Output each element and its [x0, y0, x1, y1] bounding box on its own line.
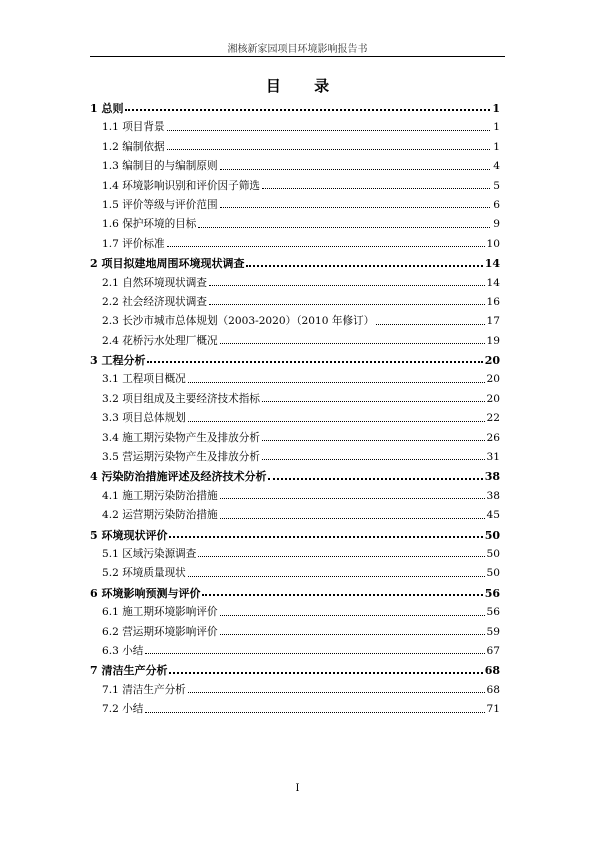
- toc-leader-dots: [220, 342, 485, 344]
- toc-entry-label: 6.2 营运期环境影响评价: [102, 625, 218, 638]
- toc-leader-dots: [198, 555, 484, 557]
- toc-entry-label: 2.2 社会经济现状调查: [102, 295, 207, 308]
- toc-leader-dots: [376, 323, 484, 325]
- toc-entry-label: 1.1 项目背景: [102, 121, 165, 134]
- toc-section-entry[interactable]: [90, 371, 500, 390]
- toc-leader-dots: [167, 129, 490, 131]
- toc-leader-dots: [169, 535, 482, 538]
- toc-section-entry[interactable]: [90, 410, 500, 429]
- toc-section-entry[interactable]: [90, 275, 500, 294]
- toc-entry-label: 3.2 项目组成及主要经济技术指标: [102, 392, 260, 405]
- page-number: I: [295, 783, 300, 794]
- toc-section-entry[interactable]: [90, 449, 500, 468]
- toc-leader-dots: [188, 691, 485, 693]
- toc-entry-page: 20: [484, 354, 500, 368]
- toc-section-entry[interactable]: [90, 701, 500, 720]
- toc-section-entry[interactable]: [90, 197, 500, 216]
- running-header: 湘核新家园项目环境影响报告书: [227, 44, 368, 55]
- toc-leader-dots: [220, 497, 485, 499]
- toc-entry-label: 7.1 清洁生产分析: [102, 683, 186, 696]
- toc-chapter-entry[interactable]: [90, 100, 500, 119]
- toc-entry-label: 2 项目拟建地周围环境现状调查: [90, 257, 245, 271]
- toc-entry-page: 9: [493, 218, 500, 231]
- toc-entry-label: 5 环境现状评价: [90, 528, 168, 542]
- toc-entry-page: 68: [484, 664, 500, 678]
- toc-leader-dots: [209, 303, 485, 305]
- toc-leader-dots: [147, 360, 482, 363]
- toc-leader-dots: [262, 187, 490, 189]
- toc-entry-label: 1.4 环境影响识别和评价因子筛选: [102, 179, 260, 192]
- toc-section-entry[interactable]: [90, 430, 500, 449]
- toc-section-entry[interactable]: [90, 216, 500, 235]
- toc-entry-label: 6 环境影响预测与评价: [90, 586, 201, 600]
- toc-entry-label: 7.2 小结: [102, 703, 144, 716]
- toc-entry-label: 3 工程分析: [90, 354, 146, 368]
- toc-leader-dots: [262, 458, 485, 460]
- toc-leader-dots: [246, 264, 482, 267]
- toc-entry-label: 3.4 施工期污染物产生及排放分析: [102, 431, 260, 444]
- toc-entry-page: 16: [486, 295, 500, 308]
- toc-section-entry[interactable]: [90, 391, 500, 410]
- toc-leader-dots: [169, 671, 482, 674]
- toc-leader-dots: [145, 652, 484, 654]
- toc-leader-dots: [198, 226, 490, 228]
- toc-leader-dots: [188, 420, 485, 422]
- toc-chapter-entry[interactable]: [90, 662, 500, 681]
- toc-chapter-entry[interactable]: [90, 255, 500, 274]
- toc-leader-dots: [220, 206, 490, 208]
- toc-leader-dots: [262, 439, 485, 441]
- toc-section-entry[interactable]: [90, 643, 500, 662]
- toc-section-entry[interactable]: [90, 119, 500, 138]
- toc-leader-dots: [220, 168, 490, 170]
- toc-entry-label: 4.1 施工期污染防治措施: [102, 489, 218, 502]
- toc-entry-page: 5: [493, 179, 500, 192]
- toc-entry-page: 38: [486, 489, 500, 502]
- toc-entry-label: 1.3 编制目的与编制原则: [102, 160, 218, 173]
- toc-entry-label: 1.5 评价等级与评价范围: [102, 198, 218, 211]
- toc-entry-page: 59: [486, 625, 500, 638]
- toc-chapter-entry[interactable]: [90, 352, 500, 371]
- toc-entry-label: 2.4 花桥污水处理厂概况: [102, 334, 218, 347]
- toc-leader-dots: [188, 381, 485, 383]
- toc-entry-page: 71: [486, 703, 500, 716]
- toc-leader-dots: [167, 148, 490, 150]
- toc-entry-label: 1.7 评价标准: [102, 237, 165, 250]
- toc-section-entry[interactable]: [90, 565, 500, 584]
- toc-leader-dots: [262, 400, 485, 402]
- toc-section-entry[interactable]: [90, 604, 500, 623]
- toc-entry-label: 2.3 长沙市城市总体规划（2003-2020）（2010 年修订）: [102, 315, 375, 328]
- toc-leader-dots: [125, 108, 490, 111]
- toc-section-entry[interactable]: [90, 507, 500, 526]
- toc-entry-page: 56: [484, 586, 500, 600]
- toc-entry-label: 1.2 编制依据: [102, 140, 165, 153]
- toc-section-entry[interactable]: [90, 682, 500, 701]
- toc-leader-dots: [220, 614, 485, 616]
- toc-section-entry[interactable]: [90, 546, 500, 565]
- toc-entry-label: 5.1 区域污染源调查: [102, 547, 197, 560]
- toc-entry-page: 1: [493, 121, 500, 134]
- toc-section-entry[interactable]: [90, 313, 500, 332]
- toc-section-entry[interactable]: [90, 333, 500, 352]
- toc-entry-page: 31: [486, 451, 500, 464]
- toc-chapter-entry[interactable]: [90, 585, 500, 604]
- toc-leader-dots: [220, 633, 485, 635]
- toc-entry-label: 2.1 自然环境现状调查: [102, 276, 207, 289]
- toc-entry-label: 1 总则: [90, 102, 124, 115]
- toc-section-entry[interactable]: [90, 139, 500, 158]
- toc-entry-label: 5.2 环境质量现状: [102, 567, 186, 580]
- toc-entry-page: 14: [484, 257, 500, 271]
- toc-entry-page: 22: [486, 412, 500, 425]
- toc-entry-page: 1: [493, 140, 500, 153]
- toc-entry-label: 4.2 运营期污染防治措施: [102, 509, 218, 522]
- toc-section-entry[interactable]: [90, 488, 500, 507]
- toc-entry-page: 56: [486, 606, 500, 619]
- toc-entry-page: 4: [493, 160, 500, 173]
- toc-entry-label: 3.5 营运期污染物产生及排放分析: [102, 451, 260, 464]
- toc-entry-page: 45: [486, 509, 500, 522]
- toc-entry-page: 67: [486, 644, 500, 657]
- toc-chapter-entry[interactable]: [90, 468, 500, 487]
- toc-leader-dots: [167, 245, 485, 247]
- toc-entry-page: 1: [492, 102, 500, 115]
- toc-entry-page: 68: [486, 683, 500, 696]
- toc-entry-page: 10: [486, 237, 500, 250]
- toc-section-entry[interactable]: [90, 236, 500, 255]
- toc-leader-dots: [209, 284, 485, 286]
- toc-entry-label: 3.1 工程项目概况: [102, 373, 186, 386]
- page-title: 目 录: [265, 77, 344, 95]
- toc-entry-label: 6.3 小结: [102, 644, 144, 657]
- toc-entry-page: 14: [486, 276, 500, 289]
- toc-entry-page: 6: [493, 198, 500, 211]
- toc-entry-page: 20: [486, 392, 500, 405]
- toc-section-entry[interactable]: [90, 294, 500, 313]
- toc-entry-page: 50: [484, 528, 500, 542]
- toc-section-entry[interactable]: [90, 178, 500, 197]
- toc-entry-label: 4 污染防治措施评述及经济技术分析: [90, 470, 267, 484]
- toc-entry-page: 19: [486, 334, 500, 347]
- toc-section-entry[interactable]: [90, 158, 500, 177]
- toc-leader-dots: [220, 517, 485, 519]
- header-rule: [90, 56, 505, 57]
- toc-leader-dots: [145, 711, 484, 713]
- toc-entry-page: 38: [484, 470, 500, 484]
- toc-chapter-entry[interactable]: [90, 527, 500, 546]
- toc-entry-label: 7 清洁生产分析: [90, 664, 168, 678]
- toc-entry-page: 20: [486, 373, 500, 386]
- toc-entry-label: 6.1 施工期环境影响评价: [102, 606, 218, 619]
- toc-entry-page: 50: [486, 567, 500, 580]
- toc-entry-page: 50: [486, 547, 500, 560]
- toc-entry-label: 1.6 保护环境的目标: [102, 218, 197, 231]
- toc-leader-dots: [268, 477, 482, 480]
- toc-entry-page: 26: [486, 431, 500, 444]
- toc-leader-dots: [202, 593, 482, 596]
- table-of-contents: [90, 100, 500, 721]
- toc-entry-label: 3.3 项目总体规划: [102, 412, 186, 425]
- toc-section-entry[interactable]: [90, 624, 500, 643]
- toc-leader-dots: [188, 575, 485, 577]
- toc-entry-page: 17: [486, 315, 500, 328]
